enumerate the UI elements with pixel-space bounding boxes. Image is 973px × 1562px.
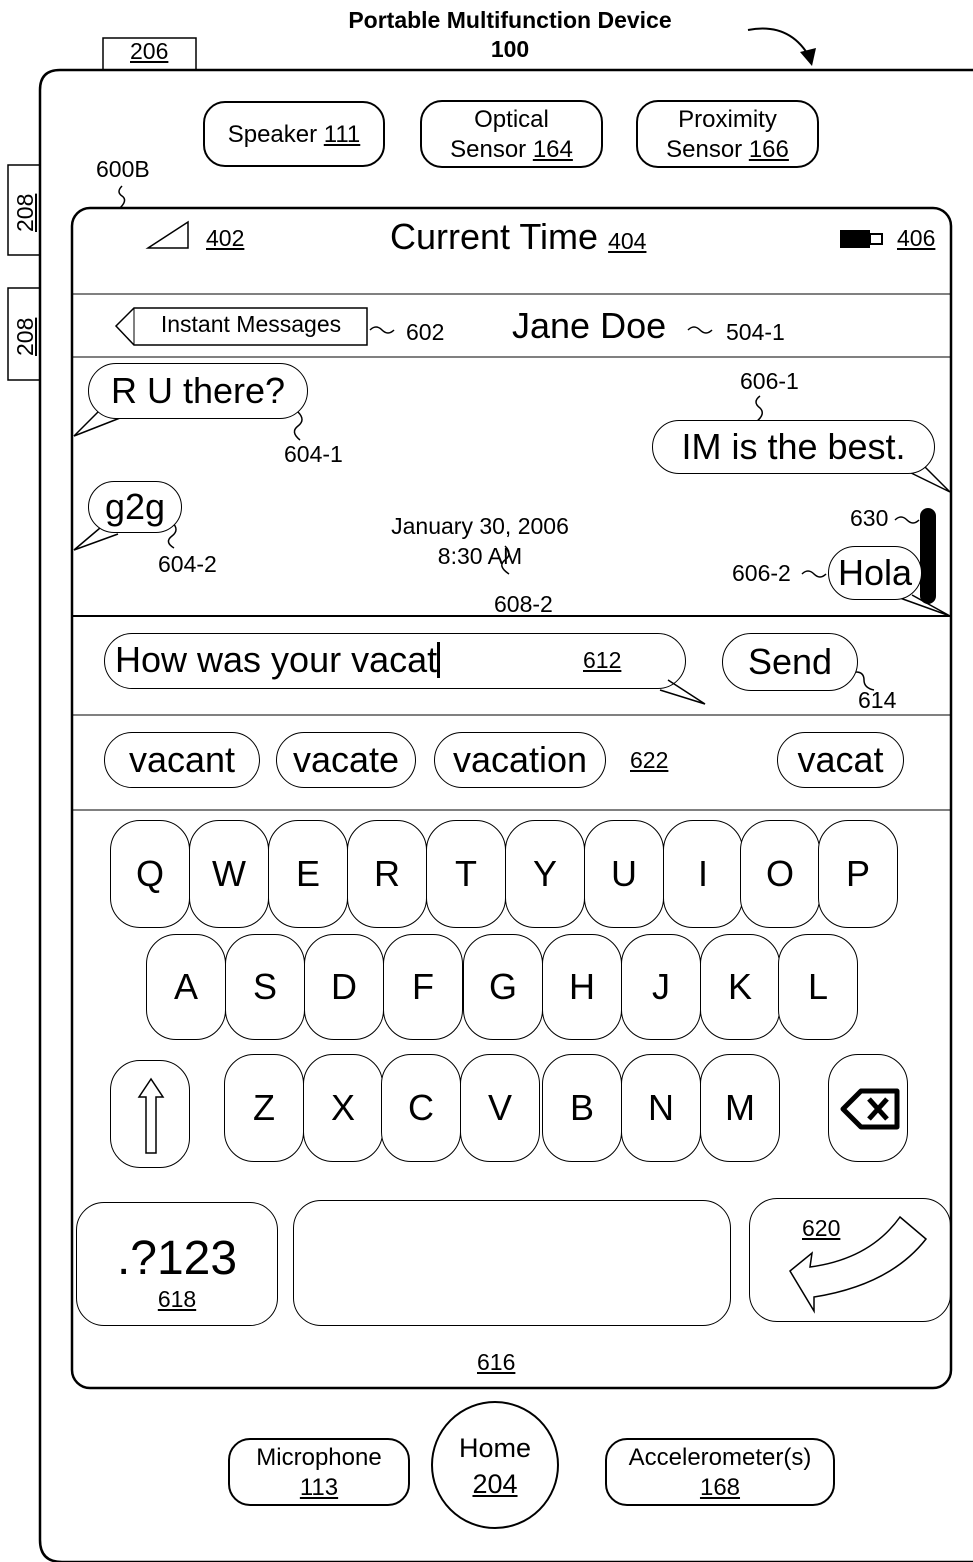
contact-name: Jane Doe (512, 305, 667, 346)
key-w[interactable]: W (189, 820, 269, 928)
key-q[interactable]: Q (110, 820, 190, 928)
key-x[interactable]: X (303, 1054, 383, 1162)
key-c[interactable]: C (381, 1054, 461, 1162)
compose-input[interactable] (104, 633, 686, 689)
ref-616: 616 (477, 1349, 516, 1375)
ref-602: 602 (406, 319, 445, 345)
microphone-box (228, 1438, 410, 1506)
message-bubble-r-u-there (88, 363, 308, 419)
text-cursor (437, 642, 440, 678)
ref-606-1: 606-1 (740, 368, 799, 394)
key-d[interactable]: D (304, 934, 384, 1040)
figure-title-line1: Portable Multifunction Device (348, 7, 672, 33)
current-time (390, 216, 646, 258)
key-k[interactable]: K (700, 934, 780, 1040)
home-label: Home (458, 1433, 532, 1463)
ref-604-2: 604-2 (158, 551, 217, 577)
key-i[interactable]: I (663, 820, 743, 928)
key-v[interactable]: V (460, 1054, 540, 1162)
key-u[interactable]: U (584, 820, 664, 928)
home-ref: 204 (472, 1469, 518, 1499)
current-time-ref: 404 (608, 228, 647, 254)
accelerometer-ref: 168 (699, 1474, 741, 1501)
accelerometer-box (605, 1438, 835, 1506)
ref-604-1: 604-1 (284, 441, 343, 467)
ref-206: 206 (130, 38, 169, 64)
key-n[interactable]: N (621, 1054, 701, 1162)
suggestion-vacation[interactable] (434, 732, 606, 788)
shift-key[interactable] (110, 1060, 190, 1168)
timestamp-time: 8:30 AM (437, 543, 523, 569)
suggestion-text: vacate (292, 739, 400, 780)
ref-608-2: 608-2 (494, 591, 553, 617)
key-m[interactable]: M (700, 1054, 780, 1162)
figure-title-line2: 100 (490, 36, 530, 62)
figure-title (300, 6, 720, 64)
optical-label-2: Sensor (450, 136, 527, 163)
message-text: R U there? (110, 370, 286, 411)
suggestion-current[interactable] (777, 732, 904, 788)
key-l[interactable]: L (778, 934, 858, 1040)
return-key[interactable] (749, 1198, 951, 1322)
ref-622: 622 (630, 747, 669, 773)
back-button[interactable]: Instant Messages (160, 311, 342, 337)
return-arrow-icon (750, 1199, 952, 1323)
ref-504-1: 504-1 (726, 319, 785, 345)
compose-ref: 612 (583, 647, 622, 673)
key-b[interactable]: B (542, 1054, 622, 1162)
optical-ref: 164 (532, 136, 573, 163)
speaker-label: Speaker (227, 121, 318, 148)
numbers-key-label: .?123 (116, 1232, 238, 1285)
message-timestamp (370, 511, 590, 571)
ref-614: 614 (858, 687, 897, 713)
message-bubble-g2g (88, 481, 182, 533)
key-g[interactable]: G (463, 934, 543, 1040)
key-z[interactable]: Z (224, 1054, 304, 1162)
key-a[interactable]: A (146, 934, 226, 1040)
microphone-ref: 113 (299, 1474, 339, 1501)
signal-ref: 402 (206, 225, 245, 251)
backspace-key[interactable] (828, 1054, 908, 1162)
key-f[interactable]: F (383, 934, 463, 1040)
ref-208-bottom: 208 (12, 317, 38, 356)
suggestion-text: vacat (797, 739, 884, 780)
key-r[interactable]: R (347, 820, 427, 928)
suggestion-text: vacation (452, 739, 588, 780)
space-bar[interactable] (293, 1200, 731, 1326)
shift-arrow-icon (111, 1061, 191, 1169)
send-button[interactable] (722, 633, 858, 691)
suggestion-text: vacant (128, 739, 236, 780)
proximity-label-1: Proximity (678, 106, 777, 133)
numbers-key[interactable] (76, 1202, 278, 1326)
proximity-ref: 166 (748, 136, 789, 163)
key-t[interactable]: T (426, 820, 506, 928)
battery-ref: 406 (897, 225, 936, 251)
optical-sensor-box (420, 100, 603, 168)
ref-630: 630 (850, 505, 889, 531)
send-label: Send (747, 641, 833, 682)
message-text: g2g (104, 486, 166, 527)
suggestion-vacant[interactable] (104, 732, 260, 788)
backspace-icon (829, 1055, 909, 1163)
numbers-key-ref: 618 (157, 1286, 197, 1312)
key-j[interactable]: J (621, 934, 701, 1040)
microphone-label: Microphone (256, 1444, 382, 1471)
key-s[interactable]: S (225, 934, 305, 1040)
key-h[interactable]: H (542, 934, 622, 1040)
ref-600b: 600B (96, 156, 150, 182)
proximity-label-2: Sensor (666, 136, 743, 163)
ref-606-2: 606-2 (732, 560, 791, 586)
message-text: IM is the best. (681, 426, 906, 467)
message-bubble-hola (828, 546, 922, 600)
message-text: Hola (837, 552, 913, 593)
ref-208-top: 208 (12, 193, 38, 232)
proximity-sensor-box (636, 100, 819, 168)
speaker-box (203, 101, 385, 167)
home-button[interactable] (432, 1430, 558, 1502)
return-key-ref: 620 (802, 1215, 841, 1241)
message-bubble-im-best (652, 420, 935, 474)
suggestion-vacate[interactable] (276, 732, 416, 788)
optical-label-1: Optical (474, 106, 549, 133)
current-time-label: Current Time (390, 216, 599, 257)
key-e[interactable]: E (268, 820, 348, 928)
key-p[interactable]: P (818, 820, 898, 928)
key-o[interactable]: O (740, 820, 820, 928)
compose-text: How was your vacat (115, 639, 438, 680)
key-y[interactable]: Y (505, 820, 585, 928)
accelerometer-label: Accelerometer(s) (628, 1444, 812, 1471)
speaker-ref: 111 (323, 121, 361, 148)
timestamp-date: January 30, 2006 (391, 513, 569, 539)
